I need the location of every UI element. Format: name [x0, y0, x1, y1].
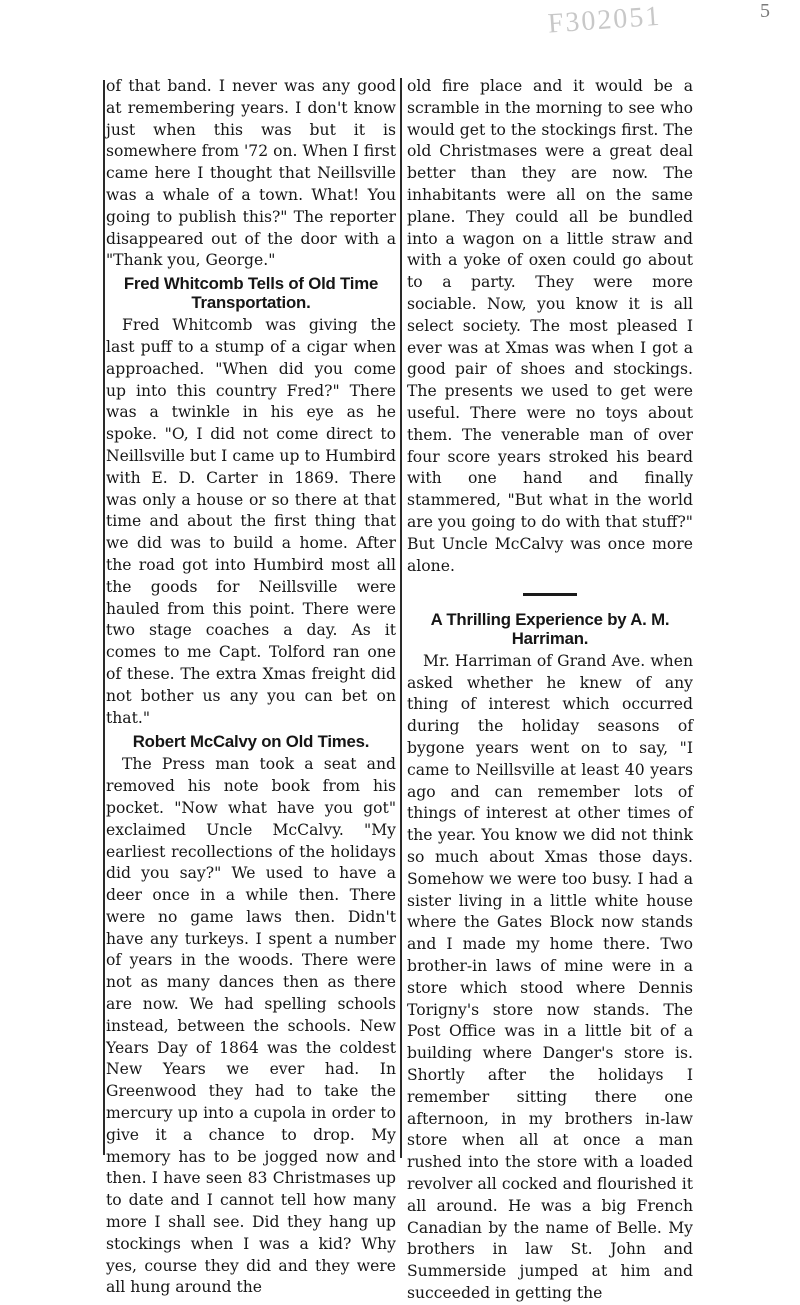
story3-headline: A Thrilling Experience by A. M. Harriman.: [430, 609, 670, 648]
story2-headline: Robert McCalvy on Old Times.: [132, 732, 370, 752]
left-column: [106, 76, 396, 1299]
column-divider-rule: [400, 78, 402, 1158]
left-margin-rule: [103, 80, 105, 1155]
page-number: 5: [760, 0, 770, 22]
story1-body: Fred Whitcomb was giving the last puff to a stump of a cigar when approached. "When did you come up into this country Fred?" There was a twinkle in his eye as he spoke. "O, I did not come direct to Neillsville but I came up to Humbird with E. D. Carter in 1869. There was only a house or so there at that time and about the first thing that we did was to build a home. After the road got into Humbird most all the goods for Neillsville were hauled from this point. There were two stage coaches a day. As it comes to me Capt. Tolford ran one of these. The extra Xmas freight did not bother us any you can bet on that.": [106, 316, 396, 727]
story1-headline: Fred Whitcomb Tells of Old Time Transportation.: [123, 274, 379, 313]
archive-stamp: F302051: [546, 0, 663, 40]
intro-continuation-text: of that band. I never was any good at remembering years. I don't know just when this was but it is somewhere from '72 on. When I first came here I thought that Neillsville was a whale of a town. What! You going to publish this?" The reporter disappeared out of the door with a "Thank you, George.": [106, 77, 396, 270]
story3-body: Mr. Harriman of Grand Ave. when asked whether he knew of any thing of interest which occurred during the holiday seasons of bygone years went on to say, "I came to Neillsville at least 40 years ago and can remember lots of things of interest at other times of the year. You know we did not think so much about Xmas those days. Somehow we were too busy. I had a sister living in a little white house where the Gates Block now stands and I made my home there. Two brother-in laws of mine were in a store which stood where Dennis Torigny's store now stands. The Post Office was in a little bit of a building where Danger's store is. Shortly after the holidays I remember sitting there one afternoon, in my brothers in-law store when all at once a man rushed into the store with a loaded revolver all cocked and flourished it all around. He was a big French Canadian by the name of Belle. My brothers in law St. John and Summerside jumped at him and succeeded in getting the: [407, 651, 693, 1302]
story2-body: The Press man took a seat and removed his note book from his pocket. "Now what have you got" exclaimed Uncle McCalvy. "My earliest recollections of the holidays did you say?" We used to have a deer once in a while then. There were no game laws then. Didn't have any turkeys. I spent a number of years in the woods. There were not as many dances then as there are now. We had spelling schools instead, between the schools. New Years Day of 1864 was the coldest New Years we ever had. In Greenwood they had to take the mercury up into a cupola in order to give it a chance to drop. My memory has to be jogged now and then. I have seen 83 Christmases up to date and I cannot tell how many more I shall see. Did they hang up stockings when I was a kid? Why yes, course they did and they were all hung around the: [106, 755, 396, 1297]
right-column: [407, 76, 693, 1305]
story2-continuation-text: old fire place and it would be a scramble in the morning to see who would get to the stockings first. The old Christmases were a great deal better than they are now. The inhabitants were all on the same plane. They could all be bundled into a wagon on a little straw and with a yoke of oxen could go about to a party. They were more sociable. Now, you know it is all select society. The most pleased I ever was at Xmas was when I got a good pair of shoes and stockings. The presents we used to get were useful. There were no toys about them. The venerable man of over four score years stroked his beard with one hand and finally stammered, "But what in the world are you going to do with that stuff?" But Uncle McCalvy was once more alone.: [407, 77, 693, 575]
article-divider: [523, 593, 577, 596]
